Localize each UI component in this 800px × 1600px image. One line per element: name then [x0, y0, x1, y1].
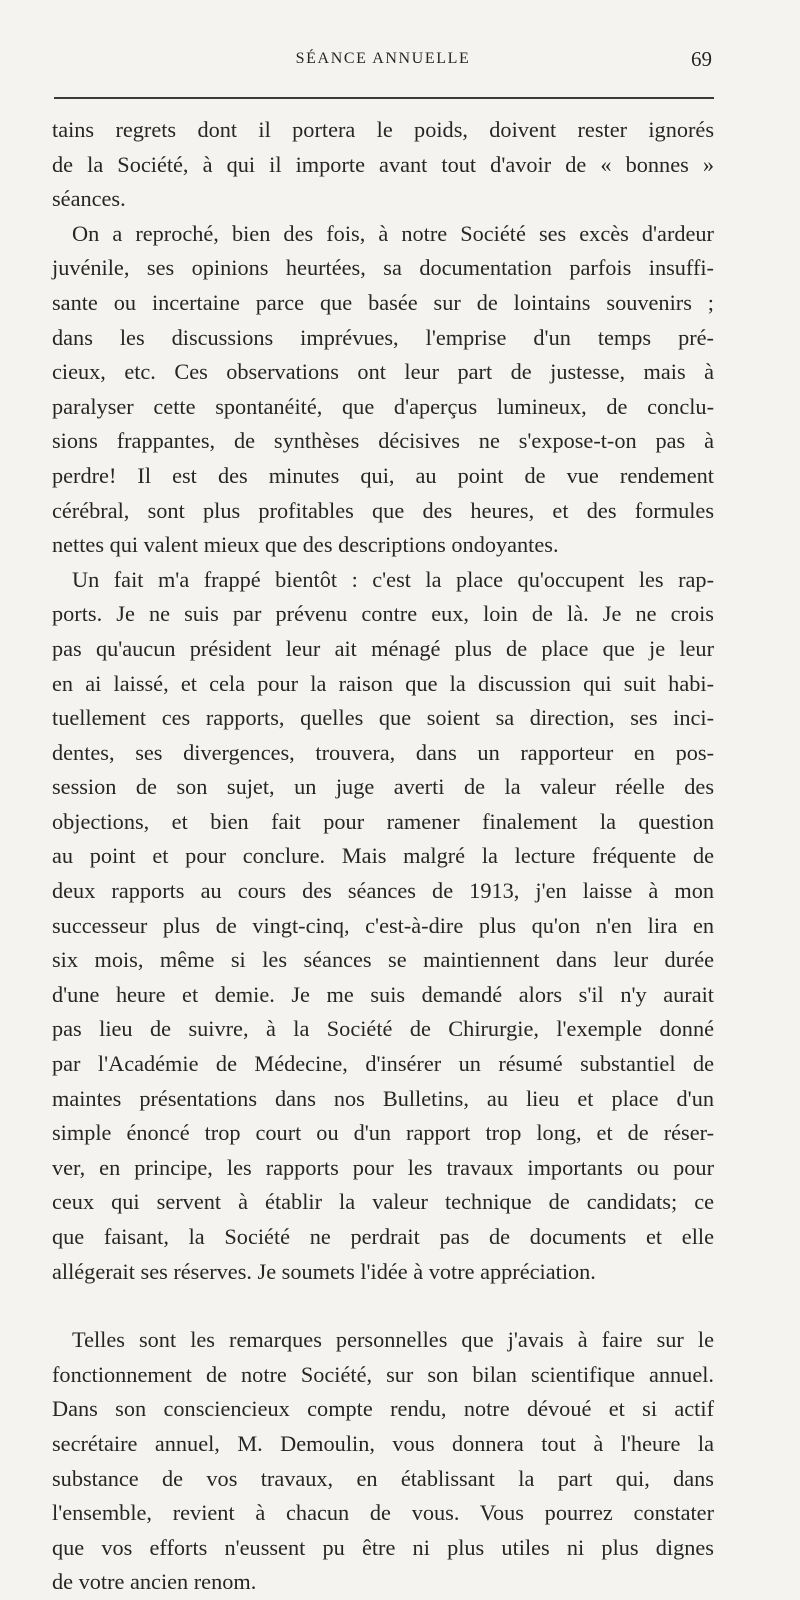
- text-line: cérébral, sont plus profitables que des heures, et des formules: [52, 497, 714, 523]
- text-line: ceux qui servent à établir la valeur technique de candidats; ce: [52, 1189, 714, 1215]
- text-line: que faisant, la Société ne perdrait pas de documents et elle: [52, 1224, 714, 1249]
- text-line: Telles sont les remarques personnelles que j'avais à faire sur le: [72, 1327, 714, 1353]
- text-line: cieux, etc. Ces observations ont leur part de justesse, mais à: [52, 359, 714, 385]
- running-head: SÉANCE ANNUELLE: [295, 50, 471, 67]
- text-line: perdre! Il est des minutes qui, au point de vue rendement: [52, 462, 714, 488]
- text-line: nettes qui valent mieux que des descriptions ondoyantes.: [52, 532, 559, 558]
- text-line: que vos efforts n'eussent pu être ni plus utiles ni plus dignes: [52, 1534, 714, 1560]
- text-line: six mois, même si les séances se maintiennent dans leur durée: [52, 947, 714, 973]
- text-line: de votre ancien renom.: [52, 1569, 257, 1595]
- paragraph: [52, 1323, 714, 1600]
- text-line: pas lieu de suivre, à la Société de Chirurgie, l'exemple donné: [52, 1016, 714, 1042]
- text-line: en ai laissé, et cela pour la raison que la discussion qui suit habi-: [52, 670, 714, 696]
- paragraph: [52, 217, 714, 563]
- text-line: Dans son consciencieux compte rendu, notre dévoué et si actif: [52, 1396, 714, 1422]
- text-line: l'ensemble, revient à chacun de vous. Vous pourrez constater: [52, 1500, 714, 1526]
- text-line: dentes, ses divergences, trouvera, dans un rapporteur en pos-: [52, 739, 714, 765]
- paragraph-gap: [52, 1289, 714, 1323]
- text-line: ports. Je ne suis par prévenu contre eux, loin de là. Je ne crois: [52, 601, 714, 627]
- text-line: session de son sujet, un juge averti de la valeur réelle des: [52, 774, 714, 800]
- text-line: simple énoncé trop court ou d'un rapport trop long, et de réser-: [52, 1120, 714, 1146]
- text-line: On a reproché, bien des fois, à notre Société ses excès d'ardeur: [72, 220, 714, 246]
- text-line: successeur plus de vingt-cinq, c'est-à-dire plus qu'on n'en lira en: [52, 912, 714, 938]
- text-line: secrétaire annuel, M. Demoulin, vous donnera tout à l'heure la: [52, 1430, 714, 1456]
- text-line: allégerait ses réserves. Je soumets l'idée à votre appréciation.: [52, 1258, 596, 1284]
- text-line: objections, et bien fait pour ramener finalement la question: [52, 808, 714, 834]
- page-number: 69: [691, 47, 712, 71]
- text-line: sante ou incertaine parce que basée sur de lointains souvenirs ;: [52, 289, 714, 315]
- text-line: tains regrets dont il portera le poids, doivent rester ignorés: [52, 117, 714, 142]
- text-line: tuellement ces rapports, quelles que soient sa direction, ses inci-: [52, 705, 714, 731]
- text-line: fonctionnement de notre Société, sur son bilan scientifique annuel.: [52, 1361, 714, 1387]
- text-line: de la Société, à qui il importe avant tout d'avoir de « bonnes »: [52, 151, 714, 177]
- text-line: juvénile, ses opinions heurtées, sa documentation parfois insuffi-: [52, 255, 714, 281]
- header-rule: [54, 97, 714, 99]
- text-line: substance de vos travaux, en établissant la part qui, dans: [52, 1465, 714, 1491]
- text-line: par l'Académie de Médecine, d'insérer un résumé substantiel de: [52, 1051, 714, 1077]
- text-line: pas qu'aucun président leur ait ménagé plus de place que je leur: [52, 635, 714, 661]
- text-line: séances.: [52, 186, 126, 212]
- text-line: d'une heure et demie. Je me suis demandé alors s'il n'y aurait: [52, 981, 714, 1007]
- text-line: paralyser cette spontanéité, que d'aperçus lumineux, de conclu-: [52, 393, 714, 419]
- body-text: [52, 113, 714, 1600]
- page-header: [52, 47, 714, 72]
- text-line: deux rapports au cours des séances de 1913, j'en laisse à mon: [52, 878, 714, 904]
- paragraph: [52, 113, 714, 217]
- text-line: dans les discussions imprévues, l'emprise d'un temps pré-: [52, 324, 714, 350]
- text-line: sions frappantes, de synthèses décisives ne s'expose-t-on pas à: [52, 428, 714, 454]
- text-line: maintes présentations dans nos Bulletins, au lieu et place d'un: [52, 1085, 714, 1111]
- paragraph: [52, 563, 714, 1289]
- text-line: au point et pour conclure. Mais malgré la lecture fréquente de: [52, 843, 714, 869]
- text-line: ver, en principe, les rapports pour les travaux importants ou pour: [52, 1154, 714, 1180]
- text-line: Un fait m'a frappé bientôt : c'est la place qu'occupent les rap-: [72, 566, 714, 592]
